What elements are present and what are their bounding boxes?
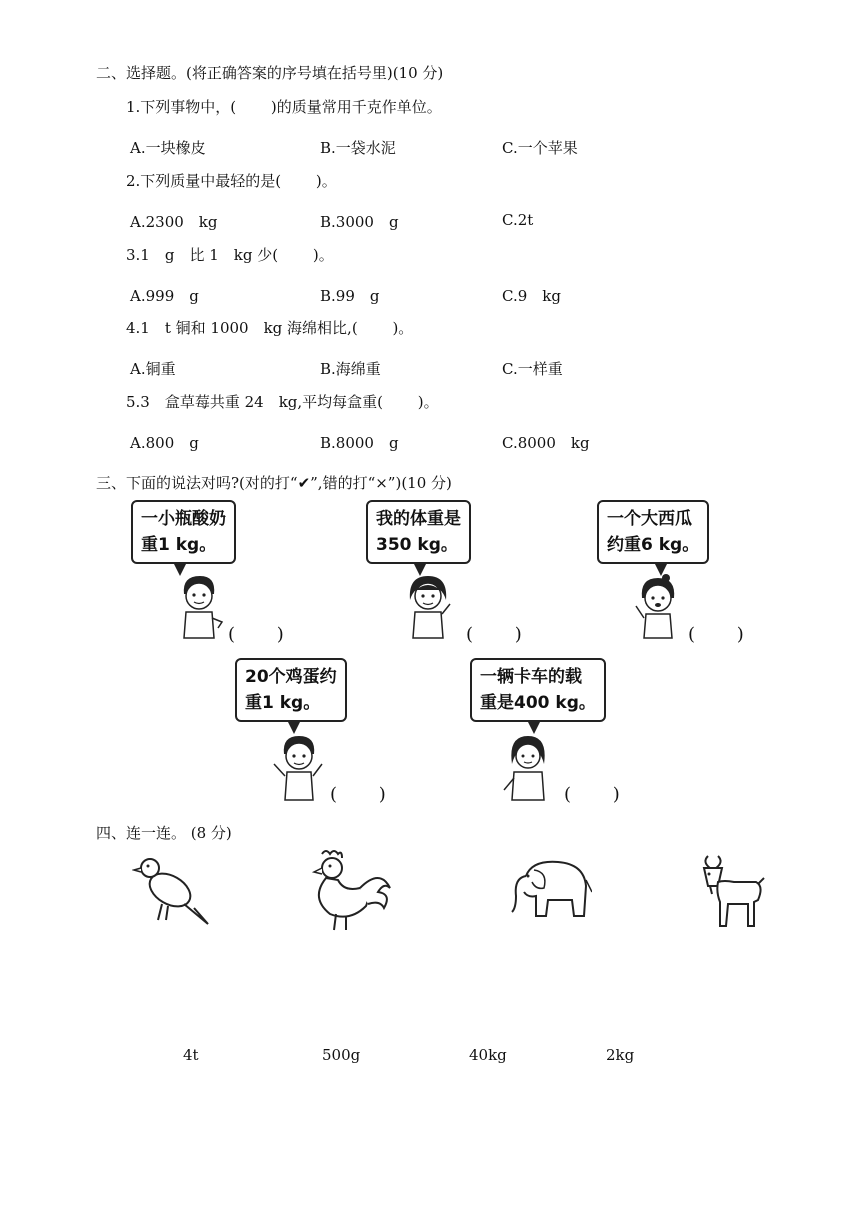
speech-bubble-3-line1: 一个大西瓜 <box>607 509 692 529</box>
section-2-heading: 二、选择题。(将正确答案的序号填在括号里)(10 分) <box>96 64 444 82</box>
section-3-heading: 三、下面的说法对吗?(对的打“✔”,错的打“×”)(10 分) <box>96 474 452 492</box>
rooster-icon <box>300 848 396 934</box>
section-4-heading: 四、连一连。 (8 分) <box>96 824 232 842</box>
girl-icon <box>402 572 454 640</box>
answer-blank-2[interactable]: ( ) <box>466 624 522 645</box>
speech-bubble-2-line2: 350 kg。 <box>376 535 458 555</box>
speech-bubble-1 <box>131 500 236 564</box>
option-1c: C.一个苹果 <box>502 139 578 157</box>
option-2b: B.3000 g <box>320 213 399 231</box>
answer-blank-1[interactable]: ( ) <box>228 624 284 645</box>
weight-label-2kg: 2kg <box>606 1046 635 1064</box>
option-1a: A.一块橡皮 <box>130 139 206 157</box>
option-5b: B.8000 g <box>320 434 399 452</box>
speech-bubble-1-line1: 一小瓶酸奶 <box>141 509 226 529</box>
option-3a: A.999 g <box>130 287 199 305</box>
option-1b: B.一袋水泥 <box>320 139 396 157</box>
girl-pointing-icon <box>630 572 682 640</box>
option-2a: A.2300 kg <box>130 213 218 231</box>
boy-icon <box>172 572 224 640</box>
option-4c: C.一样重 <box>502 360 563 378</box>
woman-icon <box>500 732 556 802</box>
option-5c: C.8000 kg <box>502 434 590 452</box>
boy-hands-up-icon <box>270 732 326 802</box>
weight-label-40kg: 40kg <box>469 1046 507 1064</box>
option-5a: A.800 g <box>130 434 199 452</box>
answer-blank-4[interactable]: ( ) <box>330 784 386 805</box>
answer-blank-5[interactable]: ( ) <box>564 784 620 805</box>
speech-bubble-2 <box>366 500 471 564</box>
question-4: 4.1 t 铜和 1000 kg 海绵相比,( )。 <box>126 319 414 337</box>
speech-bubble-5 <box>470 658 606 722</box>
option-4b: B.海绵重 <box>320 360 381 378</box>
question-5: 5.3 盒草莓共重 24 kg,平均每盒重( )。 <box>126 393 439 411</box>
answer-blank-3[interactable]: ( ) <box>688 624 744 645</box>
goat-icon <box>694 852 766 930</box>
option-4a: A.铜重 <box>130 360 176 378</box>
weight-label-500g: 500g <box>322 1046 361 1064</box>
question-3: 3.1 g 比 1 kg 少( )。 <box>126 246 334 264</box>
option-3b: B.99 g <box>320 287 380 305</box>
weight-label-4t: 4t <box>183 1046 199 1064</box>
elephant-icon <box>508 856 592 924</box>
option-3c: C.9 kg <box>502 287 561 305</box>
speech-bubble-4-line1: 20个鸡蛋约 <box>245 667 337 687</box>
speech-bubble-2-line1: 我的体重是 <box>376 509 461 529</box>
option-2c: C.2t <box>502 211 534 229</box>
speech-bubble-5-line2: 重是400 kg。 <box>480 693 596 713</box>
speech-bubble-1-line2: 重1 kg。 <box>141 535 217 555</box>
speech-bubble-5-line1: 一辆卡车的载 <box>480 667 582 687</box>
speech-bubble-4-line2: 重1 kg。 <box>245 693 321 713</box>
speech-bubble-3-line2: 约重6 kg。 <box>607 535 700 555</box>
speech-bubble-3 <box>597 500 709 564</box>
speech-bubble-4 <box>235 658 347 722</box>
question-1: 1.下列事物中，( )的质量常用千克作单位。 <box>126 98 442 116</box>
question-2: 2.下列质量中最轻的是( )。 <box>126 172 337 190</box>
bird-icon <box>132 852 212 928</box>
